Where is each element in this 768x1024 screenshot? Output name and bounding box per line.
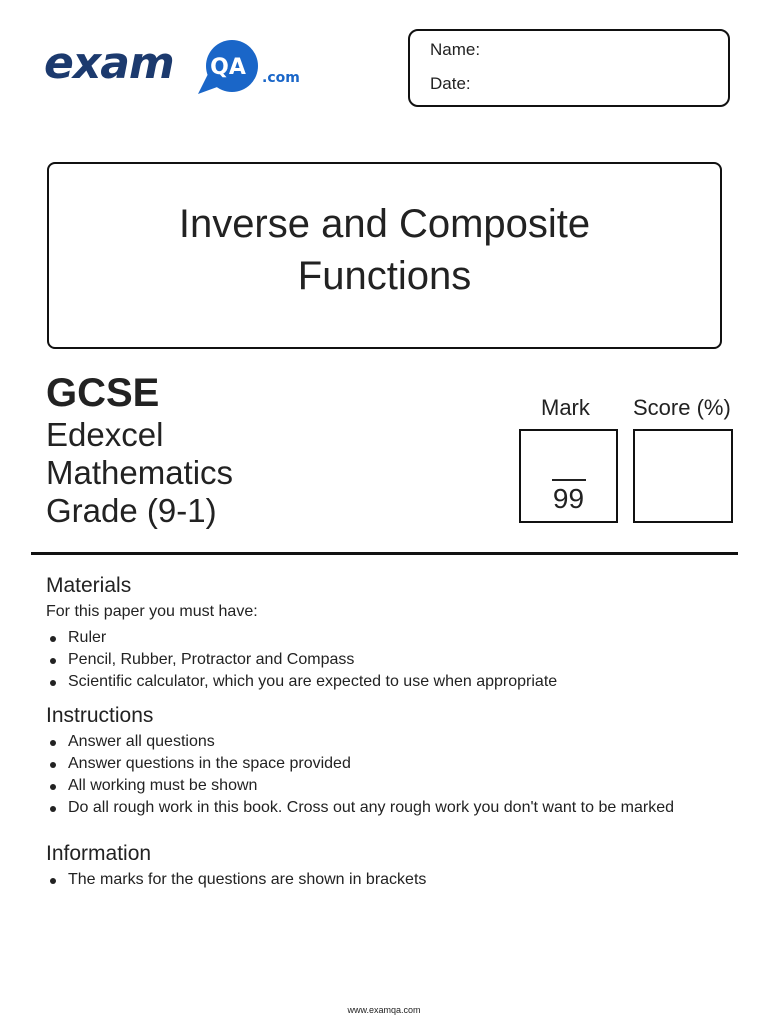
instructions-heading: Instructions — [46, 704, 154, 727]
qualification-level: GCSE — [46, 371, 160, 415]
list-item-text: All working must be shown — [68, 777, 258, 794]
bullet-icon — [50, 762, 56, 768]
list-item-text: Ruler — [68, 629, 107, 646]
name-date-box — [408, 29, 730, 107]
list-item-text: Answer all questions — [68, 733, 215, 750]
list-item — [46, 799, 674, 817]
section-divider — [31, 552, 738, 555]
logo-suffix: .com — [262, 70, 300, 86]
subject: Mathematics — [46, 454, 234, 491]
title-box — [47, 162, 722, 349]
score-box — [633, 429, 733, 523]
footer-url: www.examqa.com — [347, 1005, 421, 1015]
bullet-icon — [50, 878, 56, 884]
list-item-text: Pencil, Rubber, Protractor and Compass — [68, 651, 355, 668]
bullet-icon — [50, 740, 56, 746]
list-item-text: Answer questions in the space provided — [68, 755, 351, 772]
exam-board: Edexcel — [46, 416, 164, 453]
list-item-text: Do all rough work in this book. Cross out any rough work you don't want to be marked — [68, 799, 675, 816]
bullet-icon — [50, 658, 56, 664]
name-label: Name: — [430, 40, 481, 59]
bullet-icon — [50, 636, 56, 642]
grade: Grade (9-1) — [46, 492, 217, 529]
bullet-icon — [50, 784, 56, 790]
list-item — [46, 755, 351, 773]
page-title-line-2: Functions — [297, 254, 472, 298]
list-item-text: The marks for the questions are shown in brackets — [68, 871, 427, 888]
information-heading: Information — [46, 842, 152, 865]
materials-intro: For this paper you must have: — [46, 603, 258, 620]
list-item — [46, 777, 257, 795]
mark-box — [519, 429, 618, 523]
list-item — [46, 871, 426, 889]
bullet-icon — [50, 806, 56, 812]
mark-fraction-line — [552, 479, 586, 481]
list-item — [46, 673, 557, 691]
bullet-icon — [50, 680, 56, 686]
list-item — [46, 733, 215, 751]
examqa-logo — [44, 36, 304, 106]
date-label: Date: — [430, 74, 471, 93]
list-item — [46, 651, 354, 669]
list-item — [46, 629, 106, 647]
logo-wordmark: exam — [44, 38, 174, 89]
logo-bubble-text: QA — [210, 55, 246, 80]
page-title-line-1: Inverse and Composite — [178, 202, 591, 246]
mark-total: 99 — [552, 483, 585, 514]
list-item-text: Scientific calculator, which you are expected to use when appropriate — [68, 673, 558, 690]
materials-heading: Materials — [46, 574, 132, 597]
score-label: Score (%) — [633, 395, 731, 420]
mark-label: Mark — [541, 395, 590, 420]
